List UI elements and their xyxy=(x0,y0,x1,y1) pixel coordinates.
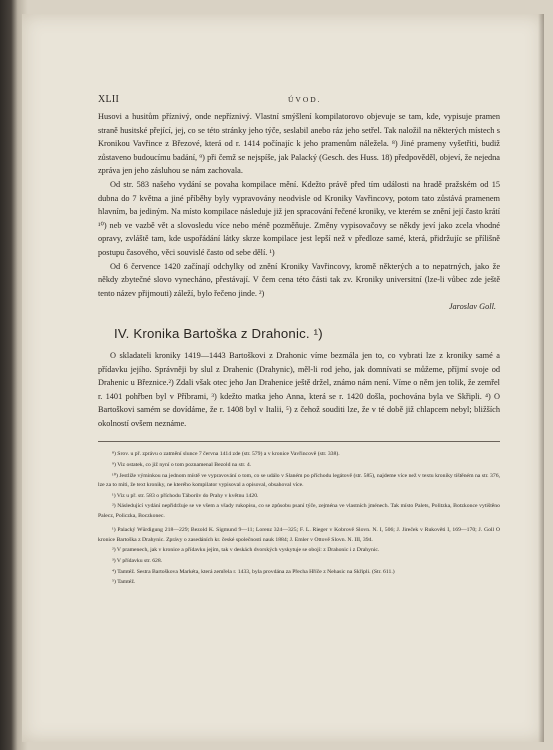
page-number: XLII xyxy=(98,94,120,105)
section-heading: IV. Kronika Bartoška z Drahonic. ¹) xyxy=(114,325,323,341)
running-head: ÚVOD. xyxy=(288,95,322,104)
body-paragraph: Husovi a husitům příznivý, onde nepříznivý. Vlastní smýšlení kompilatorovo objevuje se tam, kde, vypisuje pramen straně husitské přející, jej, co se této stránky jeho týče, seslabil anebo ráz jeho setřel. Tak naložil na některých místech s Kronikou Vavřince z Březové, která od r. 1414 počínajíc k jeho pramenům náležela. ⁸) Jiné prameny vyšetřiti, budiž zůstaveno budoucímu badání, ⁹) při čemž se nejspíše, jak Palacký (Gesch. des Huss. 18) předpověděl, objeví, že nejedna zpráva jen jeho zásluhou se nám zachovala. xyxy=(98,112,500,176)
page-header xyxy=(98,94,500,110)
book-page xyxy=(22,14,544,742)
footnote: ²) V pramenech, jak v kronice a přídavku jejím, tak v deskách dvorských vyskytuje se obojí: z Drahonic i z Drahynic. xyxy=(112,547,380,554)
footnote: ⁴) Tamtéž. Sestra Bartoškova Markéta, která zemřela r. 1433, byla provdána za Přecha Hříče z Nehasic na Skřipli. (Str. 611.) xyxy=(112,568,395,575)
body-paragraph: Od str. 583 našeho vydání se povaha kompilace mění. Kdežto právě před tím události na hradě pražském od 15 dubna do 7 května a jiné příběhy byly vypravovány neodvisle od Kroniky Vavřincovy, potom tato zůstává pramenem hlavním, ba jediným. Na místo kompilace následuje již jen spracování řečené kroniky, ve kterém se znění její často krátí ¹⁰) neb ve vazbě vět a slovosledu více nebo méně pozměňuje. Změny vypisovačovy se někdy jeví jako zcela vhodné opravy, zvláště tam, kde uspořádání látky skrze kompilace jest lepší než v předloze samé, která, přidržujíc se přílišně postupu časového, věci souvislé často od sebe dělí. ¹) xyxy=(98,179,500,257)
footnote: ¹) Palacký Würdigung 218—229; Bezold K. Sigmund 9—11; Lorenz 324—325; F. L. Rieger v Kobrově Slovn. N. I, 506; J. Jireček v Rukověti I, 169—170; J. Goll O kronice Bartoška z Drahynic. Zprávy o zasedáních kr. české společnosti nauk 1884; J. Emler v Ottově Slovn. N. III, 394. xyxy=(98,527,500,543)
footnote: ¹⁰) Jestliže výminkou na jednom místě ve vypravování o tom, co se událo v Slaném po příchodu legátově (str. 585), najdeme více než v textu kroniky tištěném na str. 376, lze za to míti, že text kroniky, ne kterého kompilator vypisoval a opisoval, obsahoval více. xyxy=(98,472,500,489)
footnotes xyxy=(98,450,500,587)
footnote: ³) V přídavku str. 628. xyxy=(112,558,163,564)
footnote: ⁵) Tamtéž. xyxy=(112,579,136,586)
footnote-rule xyxy=(98,441,500,442)
author-signature: Jaroslav Goll. xyxy=(448,302,496,312)
footnote: ¹) Viz u př. str. 583 o příchodu Táborův do Prahy v květnu 1420. xyxy=(112,492,259,499)
footnote: ⁸) Srov. u př. zprávu o zatmění slunce 7 června 1414 zde (str. 579) a v kronice Vavřincově (str. 338). xyxy=(112,451,340,458)
text-block xyxy=(98,94,500,589)
footnote: ⁹) Viz ostatek, co již nyní o tom poznamenal Bezold na str. 4. xyxy=(112,462,252,469)
body-paragraph: Od 6 července 1420 začínají odchylky od znění Kroniky Vavřincovy, kromě některých a to nepatrných, jako že někdy zbytečné slovo vynecháno, přestávají. V čem cena této části tak zv. Kroniky universitní (lze-li vůbec zde ještě tento název přijmouti) záleží, bylo řečeno jinde. ²) xyxy=(98,261,500,298)
section-paragraph: O skladateli kroniky 1419—1443 Bartoškovi z Drahonic víme bezmála jen to, co vybrati lze z kroniky samé a přídavku jejího. Správněji by slul z Drahenic (Drahynic), měl-li rod jeho, jak domnívati se můžeme, příjmí svoje od Drahenic u Březnice.²) Zdali však otec jeho Jan Drahenice ještě držel, známo nám není. Víme o něm jen tolik, že zemřel r. 1401 pohřben byl v Příbrami, ³) kdežto matka jeho Anna, která se r. 1420 došla, pochována byla ve Skřipli. ⁴) O Bartoškovi samém se dovídáme, že r. 1408 byl v Italii, ⁵) z čehož souditi lze, že v té době již chlapcem nebyl; bližších okolností ovšem neznáme. xyxy=(98,350,500,428)
footnote: ²) Následující vydání nepřidržuje se ve všem a všady rukopisu, co se způsobu psaní týče, zejména ve vlastních jménech. Tak místo Palets, Politzka, Botzkonce vytištěno Palecz, Policzka, Boczkonec. xyxy=(98,503,500,519)
